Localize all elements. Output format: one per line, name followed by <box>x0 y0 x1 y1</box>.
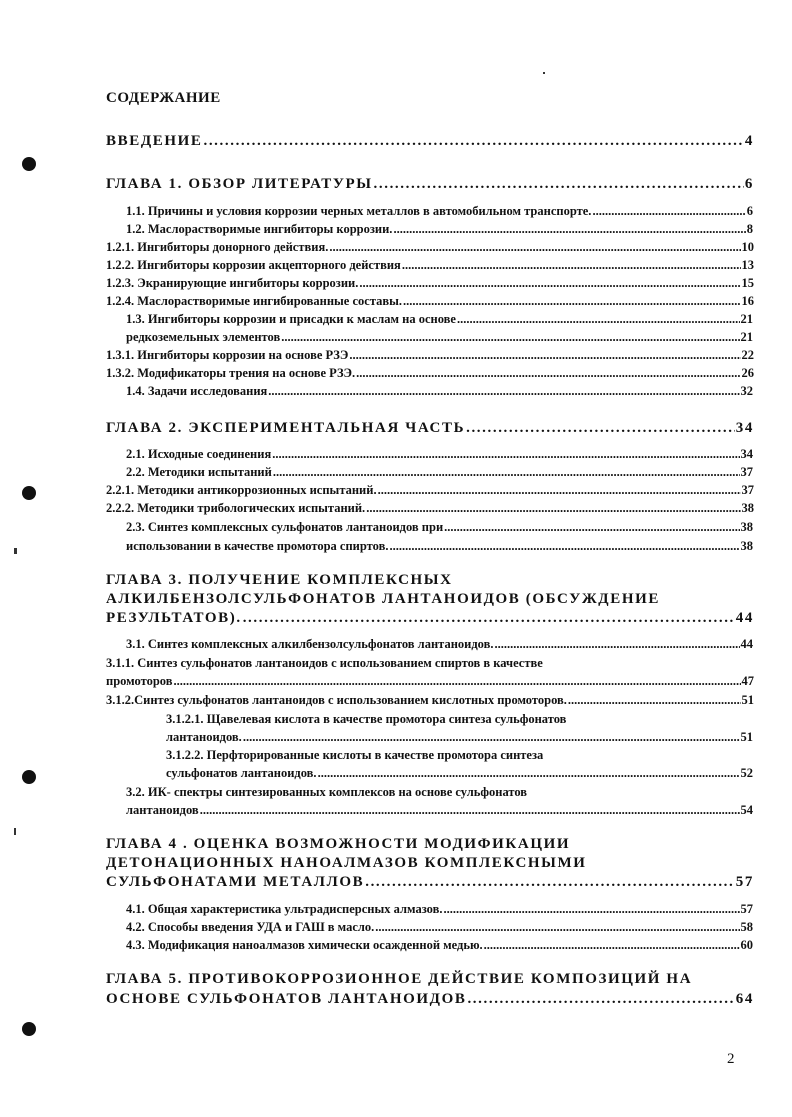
toc-page-number: 13 <box>741 258 754 272</box>
toc-entry-title: 1.2.3. Экранирующие ингибиторы коррозии. <box>106 276 359 290</box>
dot-leader <box>466 420 735 437</box>
toc-page-number: 64 <box>735 991 754 1007</box>
dot-leader <box>272 447 739 462</box>
toc-page-number: 51 <box>741 693 754 707</box>
toc-entry-chapter-5[interactable]: ГЛАВА 5. ПРОТИВОКОРРОЗИОННОЕ ДЕЙСТВИЕ КОМПОЗИЦИЙ НА <box>106 971 693 987</box>
dot-leader <box>374 176 744 193</box>
toc-entry-2-1[interactable] <box>126 447 753 462</box>
toc-entry-title: использовании в качестве промотора спиртов. <box>126 539 389 553</box>
dot-leader <box>375 920 739 935</box>
toc-entry-title: ОСНОВЕ СУЛЬФОНАТОВ ЛАНТАНОИДОВ <box>106 991 467 1007</box>
dot-leader <box>281 330 739 345</box>
toc-entry-title: лантаноидов. <box>166 730 242 744</box>
toc-page-number: 47 <box>741 674 754 688</box>
toc-page-number: 51 <box>740 730 753 744</box>
page-title: СОДЕРЖАНИЕ <box>106 90 221 106</box>
toc-page-number: 38 <box>740 539 753 553</box>
toc-page-number: 26 <box>741 366 754 380</box>
dot-leader <box>443 902 739 917</box>
dot-leader <box>592 204 745 219</box>
dot-leader <box>393 222 745 237</box>
toc-entry-title: 1.4. Задачи исследования <box>126 384 268 398</box>
toc-entry-1-2[interactable] <box>126 222 753 237</box>
toc-page-number: 37 <box>740 465 753 479</box>
toc-entry-3-2-cont[interactable] <box>126 803 753 818</box>
toc-entry-chapter-1[interactable] <box>106 176 754 193</box>
toc-entry-title: 4.2. Способы введения УДА и ГАШ в масло. <box>126 920 375 934</box>
toc-entry-title: РЕЗУЛЬТАТОВ). <box>106 610 242 626</box>
toc-page-number: 21 <box>740 312 753 326</box>
toc-entry-1-4[interactable] <box>126 384 753 399</box>
toc-entry-3-1-2-1[interactable]: 3.1.2.1. Щавелевая кислота в качестве промотора синтеза сульфонатов <box>166 712 567 726</box>
toc-entry-3-1[interactable] <box>126 637 753 652</box>
toc-page-number: 15 <box>741 276 754 290</box>
dot-leader <box>273 465 740 480</box>
toc-entry-title: 3.1. Синтез комплексных алкилбензолсульфонатов лантаноидов. <box>126 637 494 651</box>
dot-leader <box>484 938 740 953</box>
toc-page-number: 32 <box>740 384 753 398</box>
toc-entry-title: 3.1.2.Синтез сульфонатов лантаноидов с использованием кислотных промоторов. <box>106 693 567 707</box>
toc-entry-title: 2.2.2. Методики трибологических испытаний. <box>106 501 366 515</box>
toc-page-number: 16 <box>741 294 754 308</box>
toc-entry-chapter-5-line-2[interactable] <box>106 991 754 1008</box>
toc-entry-3-1-1[interactable]: 3.1.1. Синтез сульфонатов лантаноидов с использованием спиртов в качестве <box>106 656 543 670</box>
toc-page-number: 6 <box>746 204 753 218</box>
toc-entry-2-2[interactable] <box>126 465 753 480</box>
toc-entry-2-2-2[interactable] <box>106 501 754 516</box>
toc-entry-chapter-3[interactable]: ГЛАВА 3. ПОЛУЧЕНИЕ КОМПЛЕКСНЫХ <box>106 572 453 588</box>
dot-leader <box>457 312 740 327</box>
toc-entry-title: промоторов <box>106 674 173 688</box>
toc-entry-3-1-1-cont[interactable] <box>106 674 754 689</box>
dot-leader <box>467 991 734 1008</box>
toc-page-number: 8 <box>746 222 753 236</box>
toc-entry-title: 2.2.1. Методики антикоррозионных испытаний. <box>106 483 377 497</box>
dot-leader <box>444 520 739 535</box>
toc-page-number: 57 <box>740 902 753 916</box>
toc-page-number: 4 <box>744 133 754 149</box>
toc-entry-title: ГЛАВА 1. ОБЗОР ЛИТЕРАТУРЫ <box>106 176 373 192</box>
toc-page-number: 52 <box>740 766 753 780</box>
toc-entry-4-1[interactable] <box>126 902 753 917</box>
toc-entry-title: сульфонатов лантаноидов. <box>166 766 317 780</box>
toc-entry-4-2[interactable] <box>126 920 753 935</box>
toc-page-number: 44 <box>740 637 753 651</box>
toc-entry-3-1-2-2[interactable]: 3.1.2.2. Перфторированные кислоты в качестве промотора синтеза <box>166 748 544 762</box>
dot-leader <box>494 637 739 652</box>
toc-entry-1-3-1[interactable] <box>106 348 754 363</box>
toc-entry-1-2-1[interactable] <box>106 240 754 255</box>
dot-leader <box>402 258 741 273</box>
dot-leader <box>359 276 740 291</box>
toc-page-number: 44 <box>735 610 754 626</box>
toc-page-number: 54 <box>740 803 753 817</box>
dot-leader <box>173 674 740 689</box>
toc-entry-1-2-2[interactable] <box>106 258 754 273</box>
toc-page-number: 60 <box>740 938 753 952</box>
toc-entry-4-3[interactable] <box>126 938 753 953</box>
dot-leader <box>349 348 740 363</box>
toc-entry-title: ГЛАВА 2. ЭКСПЕРИМЕНТАЛЬНАЯ ЧАСТЬ <box>106 420 466 436</box>
toc-entry-1-1[interactable] <box>126 204 753 219</box>
toc-entry-title: 1.2. Маслорастворимые ингибиторы коррозии. <box>126 222 393 236</box>
toc-entry-2-3[interactable] <box>126 520 753 535</box>
dot-leader <box>243 610 735 627</box>
dot-leader <box>268 384 739 399</box>
toc-entry-title: ВВЕДЕНИЕ <box>106 133 203 149</box>
toc-entry-chapter-3-line-3[interactable] <box>106 610 754 627</box>
dot-leader <box>403 294 740 309</box>
page-number: 2 <box>727 1051 735 1067</box>
dot-leader <box>366 501 740 516</box>
toc-entry-title: 1.2.1. Ингибиторы донорного действия. <box>106 240 329 254</box>
toc-entry-title: лантаноидов <box>126 803 199 817</box>
toc-entry-title: редкоземельных элементов <box>126 330 281 344</box>
toc-entry-title: СУЛЬФОНАТАМИ МЕТАЛЛОВ <box>106 874 365 890</box>
toc-entry-2-3-cont[interactable] <box>126 539 753 554</box>
toc-entry-title: 1.1. Причины и условия коррозии черных металлов в автомобильном транспорте. <box>126 204 592 218</box>
toc-page-number: 37 <box>741 483 754 497</box>
dot-leader <box>389 539 739 554</box>
toc-page-number: 38 <box>741 501 754 515</box>
toc-entry-chapter-4-line-2[interactable]: ДЕТОНАЦИОННЫХ НАНОАЛМАЗОВ КОМПЛЕКСНЫМИ <box>106 855 587 871</box>
toc-page-number: 34 <box>740 447 753 461</box>
toc-page-number: 22 <box>741 348 754 362</box>
dot-leader <box>200 803 740 818</box>
toc-entry-3-1-2[interactable] <box>106 693 754 708</box>
toc-entry-3-1-2-1-cont[interactable] <box>166 730 753 745</box>
toc-entry-title: 4.1. Общая характеристика ультрадисперсных алмазов. <box>126 902 443 916</box>
toc-entry-chapter-2[interactable] <box>106 420 754 437</box>
dot-leader <box>365 874 735 891</box>
toc-page-number: 58 <box>740 920 753 934</box>
dot-leader <box>378 483 741 498</box>
toc-entry-intro[interactable] <box>106 133 754 150</box>
toc-entry-title: 1.2.4. Маслорастворимые ингибированные составы. <box>106 294 403 308</box>
toc-entry-title: 1.3.2. Модификаторы трения на основе РЗЭ. <box>106 366 356 380</box>
dot-leader <box>203 133 743 150</box>
toc-entry-title: 1.3. Ингибиторы коррозии и присадки к маслам на основе <box>126 312 456 326</box>
toc-entry-title: 2.2. Методики испытаний <box>126 465 272 479</box>
toc-entry-1-3-cont[interactable] <box>126 330 753 345</box>
toc-entry-chapter-4-line-3[interactable] <box>106 874 754 891</box>
toc-page-number: 34 <box>735 420 754 436</box>
dot-leader <box>318 766 740 781</box>
dot-leader <box>568 693 741 708</box>
toc-page-number: 21 <box>740 330 753 344</box>
toc-entry-title: 1.3.1. Ингибиторы коррозии на основе РЗЭ <box>106 348 349 362</box>
toc-entry-2-2-1[interactable] <box>106 483 754 498</box>
dot-leader <box>243 730 740 745</box>
toc-entry-1-3[interactable] <box>126 312 753 327</box>
toc-entry-chapter-3-line-2[interactable]: АЛКИЛБЕНЗОЛСУЛЬФОНАТОВ ЛАНТАНОИДОВ (ОБСУЖДЕНИЕ <box>106 591 660 607</box>
dot-leader <box>329 240 740 255</box>
toc-page-number: 38 <box>740 520 753 534</box>
toc-entry-3-1-2-2-cont[interactable] <box>166 766 753 781</box>
toc-entry-1-3-2[interactable] <box>106 366 754 381</box>
toc-entry-1-2-4[interactable] <box>106 294 754 309</box>
toc-entry-title: 4.3. Модификация наноалмазов химически осажденной медью. <box>126 938 483 952</box>
toc-entry-3-2[interactable]: 3.2. ИК- спектры синтезированных комплексов на основе сульфонатов <box>126 785 528 799</box>
toc-page-number: 10 <box>741 240 754 254</box>
toc-entry-title: 2.1. Исходные соединения <box>126 447 272 461</box>
toc-page-number: 57 <box>735 874 754 890</box>
toc-entry-title: 2.3. Синтез комплексных сульфонатов лантаноидов при <box>126 520 444 534</box>
toc-page-number: 6 <box>744 176 754 192</box>
toc-entry-1-2-3[interactable] <box>106 276 754 291</box>
toc-entry-title: 1.2.2. Ингибиторы коррозии акцепторного действия <box>106 258 401 272</box>
toc-entry-chapter-4[interactable]: ГЛАВА 4 . ОЦЕНКА ВОЗМОЖНОСТИ МОДИФИКАЦИИ <box>106 836 571 852</box>
dot-leader <box>356 366 740 381</box>
